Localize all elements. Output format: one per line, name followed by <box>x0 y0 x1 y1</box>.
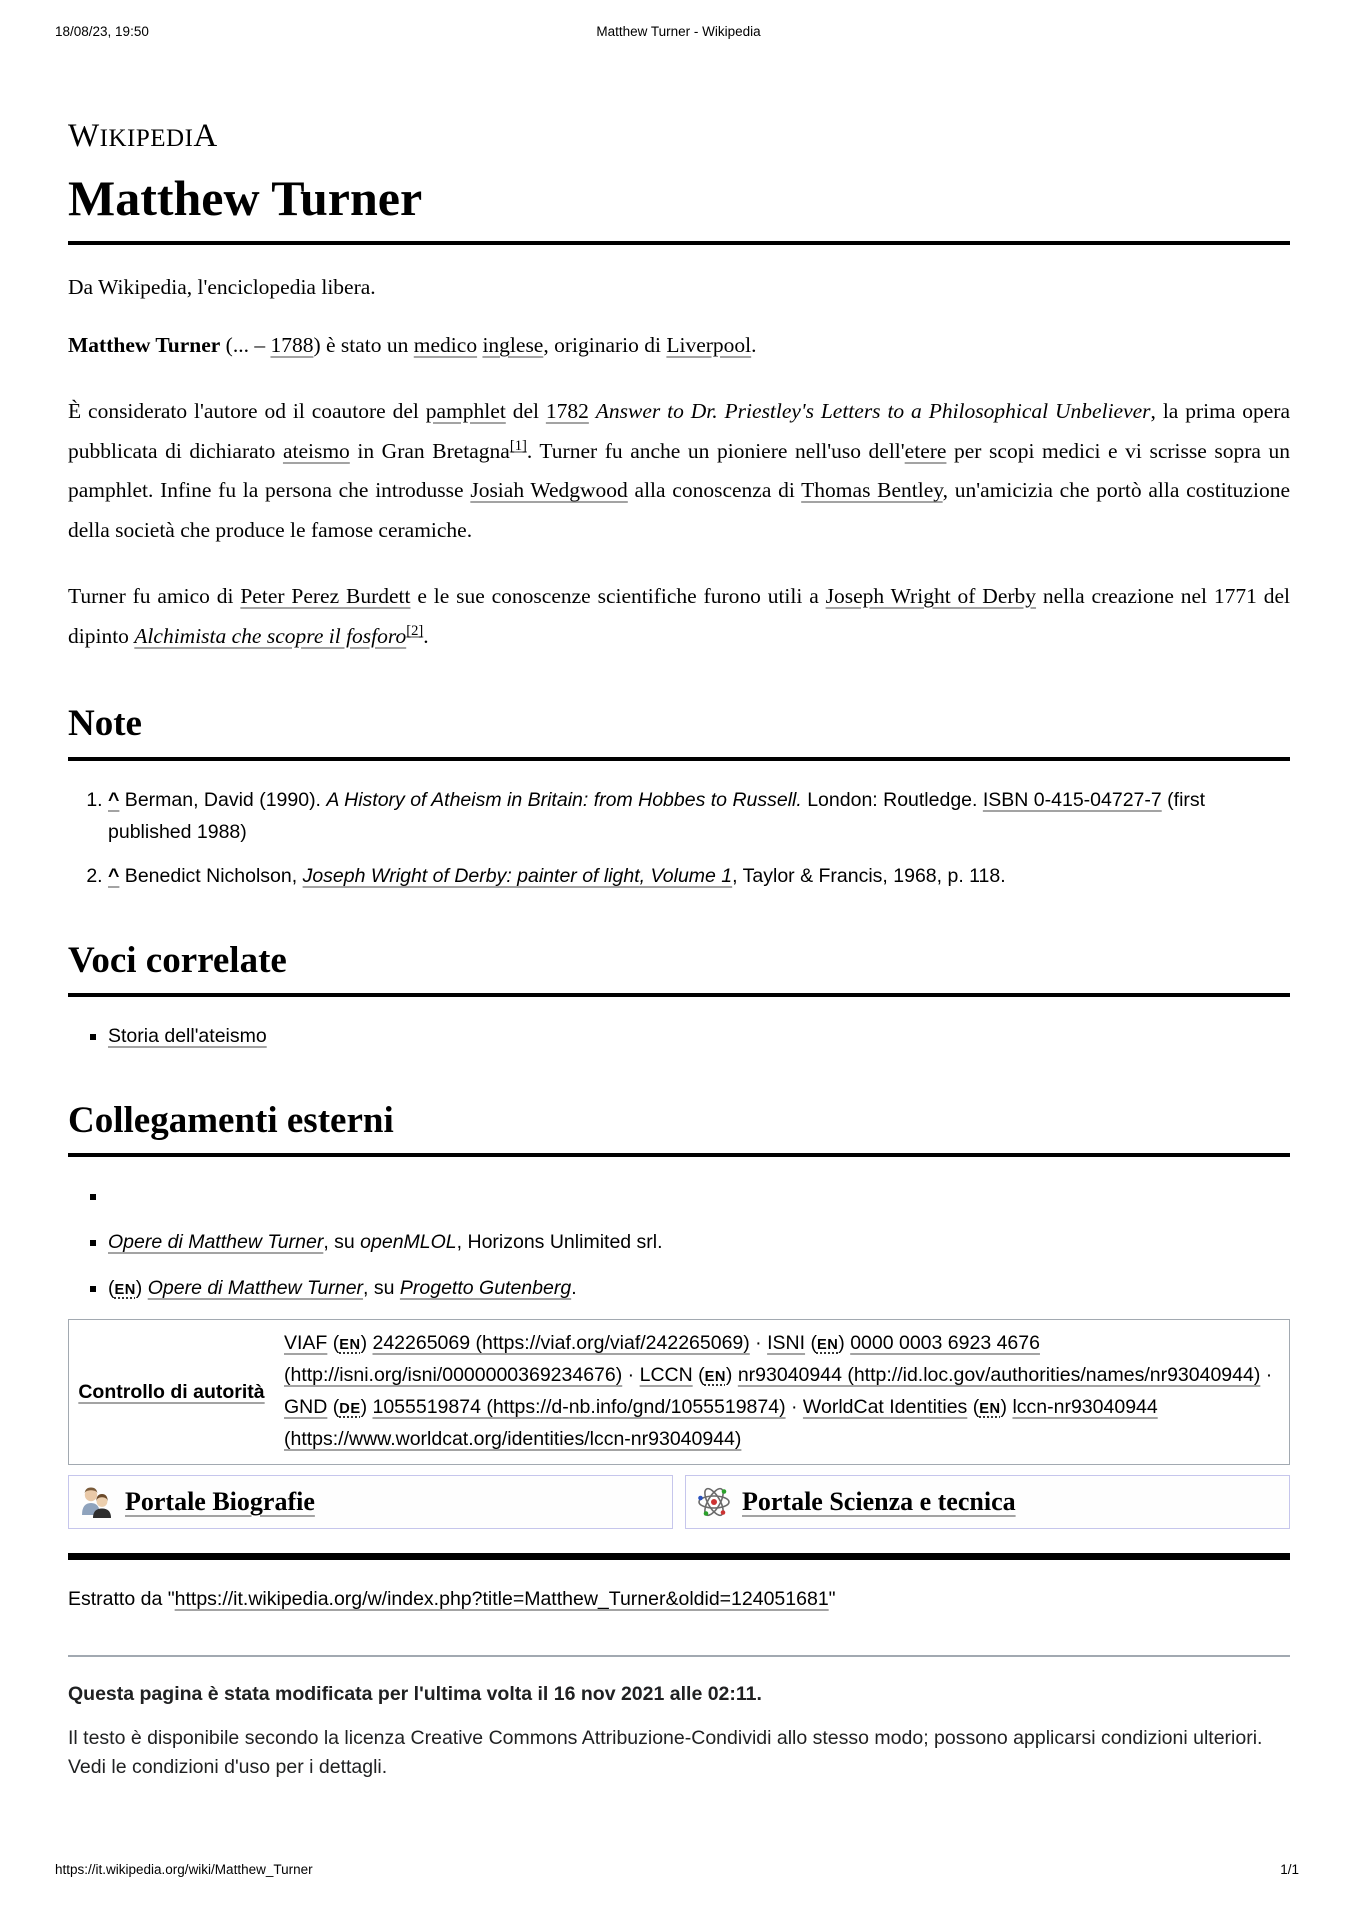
inline-link[interactable]: ISNI <box>767 1332 806 1355</box>
related-list <box>68 1021 1290 1053</box>
inline-link[interactable]: Thomas Bentley <box>801 478 943 503</box>
text-segment: nella creazione nel 1771 del dipinto <box>68 583 1290 648</box>
portal-biografie-link[interactable]: Portale Biografie <box>125 1487 315 1517</box>
wordmark-letter: A <box>193 118 218 154</box>
inline-link[interactable]: LCCN <box>639 1364 693 1387</box>
list-item <box>108 1181 1290 1213</box>
text-segment: , Horizons Unlimited srl. <box>456 1231 663 1254</box>
text-segment: EN <box>339 1337 361 1354</box>
inline-link[interactable]: ^ <box>108 788 120 811</box>
text-segment: Turner fu amico di <box>68 583 241 608</box>
list-item <box>108 1021 1290 1053</box>
tagline: Da Wikipedia, l'enciclopedia libera. <box>68 275 376 299</box>
text-segment: · <box>1260 1364 1273 1387</box>
authority-control-label[interactable]: Controllo di autorità <box>78 1380 265 1403</box>
inline-link[interactable]: [2] <box>406 622 424 639</box>
text-segment: , su <box>323 1231 361 1254</box>
text-segment: del <box>505 398 546 423</box>
text-segment: Berman, David (1990). <box>119 788 327 811</box>
inline-link[interactable]: [1] <box>509 437 527 454</box>
text-segment: ( <box>327 1396 340 1419</box>
inline-link[interactable]: medico <box>413 333 478 357</box>
wikipedia-wordmark <box>68 118 1290 155</box>
atom-icon <box>696 1484 732 1520</box>
inline-link[interactable]: Opere di Matthew Turner <box>108 1231 324 1254</box>
bottom-divider-bar <box>68 1553 1290 1560</box>
footer-divider <box>68 1655 1290 1657</box>
inline-link[interactable]: Joseph Wright of Derby <box>825 583 1037 608</box>
text-segment: EN <box>704 1369 726 1386</box>
inline-link[interactable]: etere <box>904 438 947 463</box>
text-segment: , su <box>363 1277 400 1300</box>
list-item <box>108 1227 1290 1259</box>
text-segment: · <box>785 1396 803 1419</box>
people-icon <box>79 1484 115 1520</box>
inline-link[interactable]: Liverpool <box>666 333 752 357</box>
text-segment: ) <box>725 1364 738 1387</box>
text-segment: London: Routledge. <box>801 788 983 811</box>
inline-link[interactable]: Storia dell'ateismo <box>108 1025 267 1048</box>
text-segment: Estratto da " <box>68 1588 175 1611</box>
text-segment: È considerato l'autore od il coautore del <box>68 398 426 423</box>
wordmark-letters: IKIPEDI <box>99 125 194 152</box>
text-segment: , originario di <box>543 333 667 357</box>
text-segment: in Gran Bretagna <box>349 438 510 463</box>
text-segment: . <box>571 1277 577 1300</box>
text-segment: e le sue conoscenze scientifiche furono utili a <box>410 583 826 608</box>
inline-link[interactable]: 1782 <box>545 398 589 423</box>
license-text: Il testo è disponibile secondo la licenza Creative Commons Attribuzione-Condividi allo stesso modo; possono applicarsi condizioni ulteriori. Vedi le condizioni d'uso per i dettagli. <box>68 1727 1263 1779</box>
text-segment: ) <box>838 1332 851 1355</box>
print-datetime: 18/08/23, 19:50 <box>55 24 149 39</box>
body-paragraph <box>68 577 1290 657</box>
text-segment: . <box>751 333 757 357</box>
reference-item <box>108 861 1290 893</box>
inline-link[interactable]: lccn-nr93040944 (https://www.worldcat.org/identities/lccn-nr93040944) <box>284 1396 1158 1451</box>
inline-link[interactable]: https://it.wikipedia.org/w/index.php?title=Matthew_Turner&oldid=124051681 <box>174 1588 829 1611</box>
text-segment: " <box>828 1588 836 1611</box>
portal-biografie <box>68 1475 673 1529</box>
title-rule <box>68 241 1290 245</box>
inline-link[interactable]: Progetto Gutenberg <box>399 1277 572 1300</box>
inline-link[interactable]: Opere di Matthew Turner <box>147 1277 364 1300</box>
inline-link[interactable]: 0000 0003 6923 4676 (http://isni.org/isni/0000000369234676) <box>284 1332 1040 1387</box>
inline-link[interactable]: Peter Perez Burdett <box>240 583 411 608</box>
text-segment: alla conoscenza di <box>627 478 802 503</box>
text-segment: Benedict Nicholson, <box>119 864 303 887</box>
inline-link[interactable]: ISBN 0-415-04727-7 <box>982 788 1162 811</box>
text-segment: ) <box>135 1277 148 1300</box>
text-segment: A History of Atheism in Britain: from Hobbes to Russell. <box>326 788 802 811</box>
portal-scienza-tecnica-link[interactable]: Portale Scienza e tecnica <box>742 1487 1016 1517</box>
text-segment: (... – <box>220 333 271 357</box>
inline-link[interactable]: ateismo <box>282 438 350 463</box>
inline-link[interactable]: nr93040944 (http://id.loc.gov/authorities/names/nr93040944) <box>737 1364 1261 1387</box>
inline-link[interactable]: 1055519874 (https://d-nb.info/gnd/1055519874) <box>372 1396 786 1419</box>
page-title: Matthew Turner <box>68 170 423 226</box>
text-segment: . <box>423 623 429 648</box>
text-segment: · <box>749 1332 768 1355</box>
article-content <box>68 0 1290 1783</box>
text-segment: ) <box>1000 1396 1013 1419</box>
reference-item <box>108 785 1290 849</box>
inline-link[interactable]: VIAF <box>284 1332 328 1355</box>
text-segment: EN <box>114 1282 136 1299</box>
text-segment: ( <box>805 1332 817 1355</box>
text-segment: EN <box>979 1401 1001 1418</box>
text-segment: ( <box>108 1277 115 1300</box>
wordmark-letter: W <box>68 118 100 154</box>
inline-link[interactable]: pamphlet <box>425 398 506 423</box>
text-segment: ( <box>692 1364 705 1387</box>
section-heading-collegamenti-esterni: Collegamenti esterni <box>68 1099 1290 1157</box>
external-links-list <box>68 1181 1290 1305</box>
portal-bar <box>68 1475 1290 1529</box>
text-segment: openMLOL <box>360 1231 457 1254</box>
intro-paragraph <box>68 326 1290 366</box>
text-segment: . Turner fu anche un pioniere nell'uso dell' <box>526 438 905 463</box>
list-item <box>108 1273 1290 1305</box>
print-footer-url: https://it.wikipedia.org/wiki/Matthew_Turner <box>55 1862 313 1877</box>
print-page-number: 1/1 <box>1280 1862 1299 1877</box>
inline-link[interactable]: Joseph Wright of Derby: painter of light, Volume 1 <box>302 864 733 887</box>
text-segment: ( <box>967 1396 980 1419</box>
text-segment <box>589 399 596 423</box>
inline-link[interactable]: 242265069 (https://viaf.org/viaf/242265069) <box>372 1332 750 1355</box>
inline-link[interactable]: 1788 <box>270 333 314 357</box>
body-paragraph <box>68 392 1290 551</box>
inline-link[interactable]: GND <box>284 1396 328 1419</box>
authority-control-box <box>68 1319 1290 1465</box>
text-segment: ( <box>327 1332 340 1355</box>
section-heading-voci-correlate: Voci correlate <box>68 939 1290 997</box>
text-segment: DE <box>339 1401 361 1418</box>
text-segment: (first published 1988) <box>108 788 1206 843</box>
text-segment: , un'amicizia che portò alla costituzione della società che produce le famose ceramiche. <box>68 478 1290 543</box>
text-segment: · <box>622 1364 640 1387</box>
inline-link[interactable]: WorldCat Identities <box>802 1396 968 1419</box>
references-list <box>68 785 1290 893</box>
print-doc-title: Matthew Turner - Wikipedia <box>596 24 761 39</box>
text-segment: ) <box>360 1332 373 1355</box>
authority-control-content <box>274 1320 1289 1464</box>
text-segment: Matthew Turner <box>68 333 221 357</box>
portal-scienza-tecnica <box>685 1475 1290 1529</box>
text-segment: ) <box>360 1396 373 1419</box>
text-segment: , Taylor & Francis, 1968, p. 118. <box>732 864 1006 887</box>
extracted-from-line <box>68 1588 1290 1611</box>
inline-link[interactable]: Alchimista che scopre il fosforo <box>134 623 407 648</box>
text-segment: EN <box>816 1337 839 1354</box>
text-segment: Answer to Dr. Priestley's Letters to a Philosophical Unbeliever <box>595 398 1151 423</box>
inline-link[interactable]: ^ <box>108 864 120 887</box>
text-segment: ) è stato un <box>313 333 414 357</box>
text-segment: , la prima opera pubblicata di dichiarato <box>68 398 1291 463</box>
section-heading-note: Note <box>68 702 1290 760</box>
inline-link[interactable]: inglese <box>482 333 544 357</box>
text-segment: per scopi medici e vi scrisse sopra un pamphlet. Infine fu la persona che introdusse <box>68 438 1290 503</box>
last-modified-text: Questa pagina è stata modificata per l'ultima volta il 16 nov 2021 alle 02:11. <box>68 1683 762 1706</box>
inline-link[interactable]: Josiah Wedgwood <box>470 478 628 503</box>
